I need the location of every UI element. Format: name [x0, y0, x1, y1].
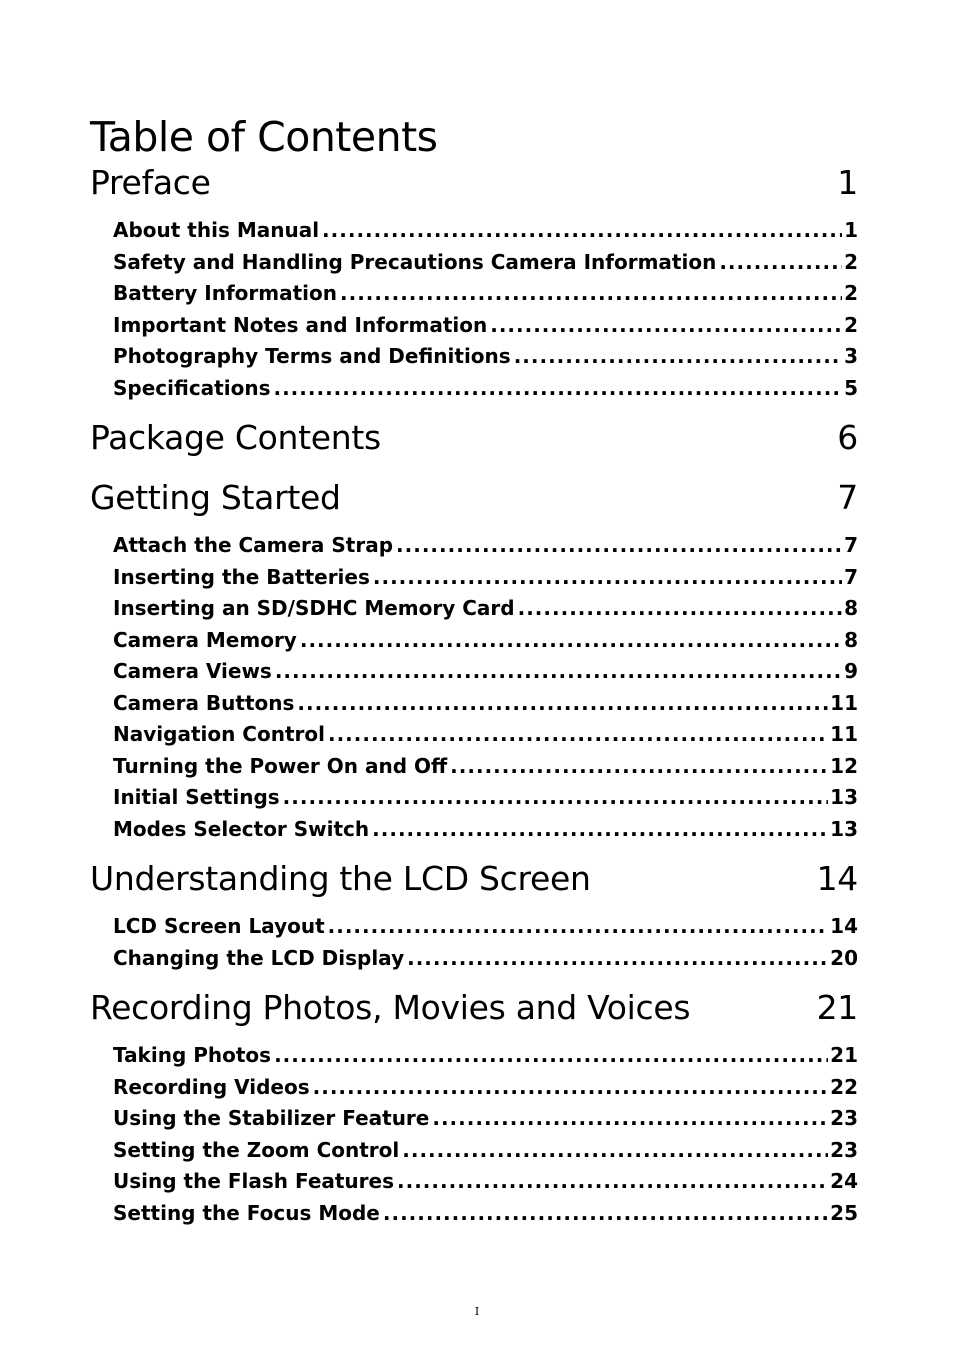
toc-entry-list [90, 208, 858, 413]
section-heading-link[interactable] [90, 413, 858, 463]
table-of-contents [90, 158, 858, 1238]
toc-entry-title: Recording Videos [113, 1074, 310, 1099]
toc-entry-link[interactable] [113, 278, 858, 310]
toc-entry-title: About this Manual [113, 218, 320, 242]
toc-entry-list [90, 523, 858, 854]
toc-entry-link[interactable] [113, 215, 858, 247]
dot-leader [407, 943, 828, 975]
dot-leader [719, 247, 842, 279]
toc-entry-link[interactable] [113, 1072, 858, 1104]
toc-entry-page-number: 9 [844, 659, 858, 683]
toc-entry-page-number: 11 [830, 690, 858, 715]
dot-leader [518, 593, 842, 625]
toc-entry-page-number: 22 [830, 1074, 858, 1099]
toc-entry-title: Safety and Handling Precautions Camera Information [113, 249, 717, 274]
toc-entry-link[interactable] [113, 688, 858, 720]
dot-leader [297, 688, 828, 720]
toc-entry-title: Attach the Camera Strap [113, 533, 394, 557]
dot-leader [490, 310, 842, 342]
toc-section [90, 473, 858, 854]
toc-entry-link[interactable] [113, 373, 858, 405]
toc-entry-page-number: 5 [844, 375, 858, 400]
dot-leader [328, 911, 829, 943]
toc-entry-title: Using the Stabilizer Feature [113, 1106, 430, 1130]
toc-entry-link[interactable] [113, 593, 858, 625]
toc-entry-page-number: 13 [830, 816, 858, 841]
toc-entry-page-number: 11 [830, 722, 858, 746]
dot-leader [273, 373, 842, 405]
toc-entry-link[interactable] [113, 719, 858, 751]
dot-leader [274, 1040, 828, 1072]
toc-entry-page-number: 2 [844, 312, 858, 337]
toc-entry-title: Initial Settings [113, 785, 280, 809]
toc-entry-link[interactable] [113, 911, 858, 943]
toc-entry-title: Inserting an SD/SDHC Memory Card [113, 596, 515, 620]
toc-entry-link[interactable] [113, 1135, 858, 1167]
dot-leader [372, 814, 828, 846]
dot-leader [340, 278, 842, 310]
toc-entry-title: Using the Flash Features [113, 1169, 395, 1193]
dot-leader [402, 1135, 828, 1167]
section-page-number: 1 [837, 163, 858, 202]
toc-entry-list [90, 1033, 858, 1238]
toc-entry-title: Camera Views [113, 659, 272, 683]
toc-entry-page-number: 20 [830, 945, 858, 970]
toc-entry-page-number: 8 [844, 627, 858, 652]
dot-leader [275, 656, 842, 688]
toc-entry-page-number: 1 [844, 218, 858, 242]
toc-entry-link[interactable] [113, 1040, 858, 1072]
dot-leader [322, 215, 842, 247]
toc-entry-page-number: 7 [844, 564, 858, 589]
section-title: Package Contents [90, 418, 381, 457]
toc-entry-title: Specifications [113, 375, 271, 400]
section-page-number: 6 [837, 418, 858, 457]
toc-section [90, 158, 858, 413]
toc-entry-page-number: 23 [830, 1137, 858, 1162]
section-title: Preface [90, 163, 211, 202]
toc-entry-page-number: 24 [830, 1169, 858, 1193]
toc-entry-page-number: 2 [844, 249, 858, 274]
toc-entry-title: Setting the Zoom Control [113, 1137, 400, 1162]
section-title: Getting Started [90, 478, 341, 517]
toc-section [90, 983, 858, 1238]
toc-section [90, 413, 858, 473]
section-title: Understanding the LCD Screen [90, 859, 591, 898]
toc-entry-title: Turning the Power On and Off [113, 753, 448, 778]
toc-entry-link[interactable] [113, 1198, 858, 1230]
dot-leader [373, 562, 842, 594]
toc-entry-title: Camera Buttons [113, 690, 295, 715]
toc-entry-page-number: 14 [830, 914, 858, 938]
toc-entry-page-number: 8 [844, 596, 858, 620]
page-title: Table of Contents [90, 113, 438, 162]
toc-entry-link[interactable] [113, 782, 858, 814]
toc-entry-link[interactable] [113, 656, 858, 688]
toc-entry-link[interactable] [113, 341, 858, 373]
toc-entry-page-number: 7 [844, 533, 858, 557]
toc-entry-title: Setting the Focus Mode [113, 1200, 380, 1225]
toc-entry-link[interactable] [113, 530, 858, 562]
section-heading-link[interactable] [90, 473, 858, 523]
toc-entry-title: Battery Information [113, 281, 338, 305]
toc-entry-link[interactable] [113, 943, 858, 975]
dot-leader [450, 751, 828, 783]
toc-entry-title: Changing the LCD Display [113, 945, 405, 970]
toc-entry-page-number: 21 [830, 1043, 858, 1067]
toc-entry-list [90, 904, 858, 983]
section-page-number: 14 [816, 859, 858, 898]
toc-section [90, 854, 858, 983]
toc-entry-title: LCD Screen Layout [113, 914, 325, 938]
toc-entry-link[interactable] [113, 562, 858, 594]
toc-entry-title: Inserting the Batteries [113, 564, 370, 589]
dot-leader [397, 1166, 828, 1198]
toc-entry-page-number: 12 [830, 753, 858, 778]
toc-entry-page-number: 13 [830, 785, 858, 809]
page-number: I [474, 1305, 480, 1318]
section-heading-link[interactable] [90, 158, 858, 208]
dot-leader [328, 719, 828, 751]
dot-leader [383, 1198, 828, 1230]
toc-entry-page-number: 25 [830, 1200, 858, 1225]
toc-entry-title: Photography Terms and Definitions [113, 344, 511, 368]
toc-entry-link[interactable] [113, 1166, 858, 1198]
dot-leader [514, 341, 842, 373]
toc-entry-title: Navigation Control [113, 722, 325, 746]
dot-leader [432, 1103, 828, 1135]
dot-leader [283, 782, 828, 814]
toc-entry-link[interactable] [113, 247, 858, 279]
toc-entry-link[interactable] [113, 1103, 858, 1135]
toc-entry-link[interactable] [113, 625, 858, 657]
dot-leader [300, 625, 842, 657]
toc-entry-title: Modes Selector Switch [113, 816, 370, 841]
toc-entry-page-number: 2 [844, 281, 858, 305]
dot-leader [396, 530, 842, 562]
toc-entry-link[interactable] [113, 310, 858, 342]
toc-entry-page-number: 3 [844, 344, 858, 368]
toc-entry-link[interactable] [113, 751, 858, 783]
section-heading-link[interactable] [90, 854, 858, 904]
section-spacer [90, 463, 858, 473]
toc-entry-link[interactable] [113, 814, 858, 846]
toc-entry-title: Important Notes and Information [113, 312, 488, 337]
dot-leader [313, 1072, 829, 1104]
section-page-number: 7 [837, 478, 858, 517]
section-heading-link[interactable] [90, 983, 858, 1033]
toc-entry-title: Taking Photos [113, 1043, 272, 1067]
toc-entry-title: Camera Memory [113, 627, 297, 652]
section-title: Recording Photos, Movies and Voices [90, 988, 691, 1027]
section-page-number: 21 [816, 988, 858, 1027]
toc-entry-page-number: 23 [830, 1106, 858, 1130]
